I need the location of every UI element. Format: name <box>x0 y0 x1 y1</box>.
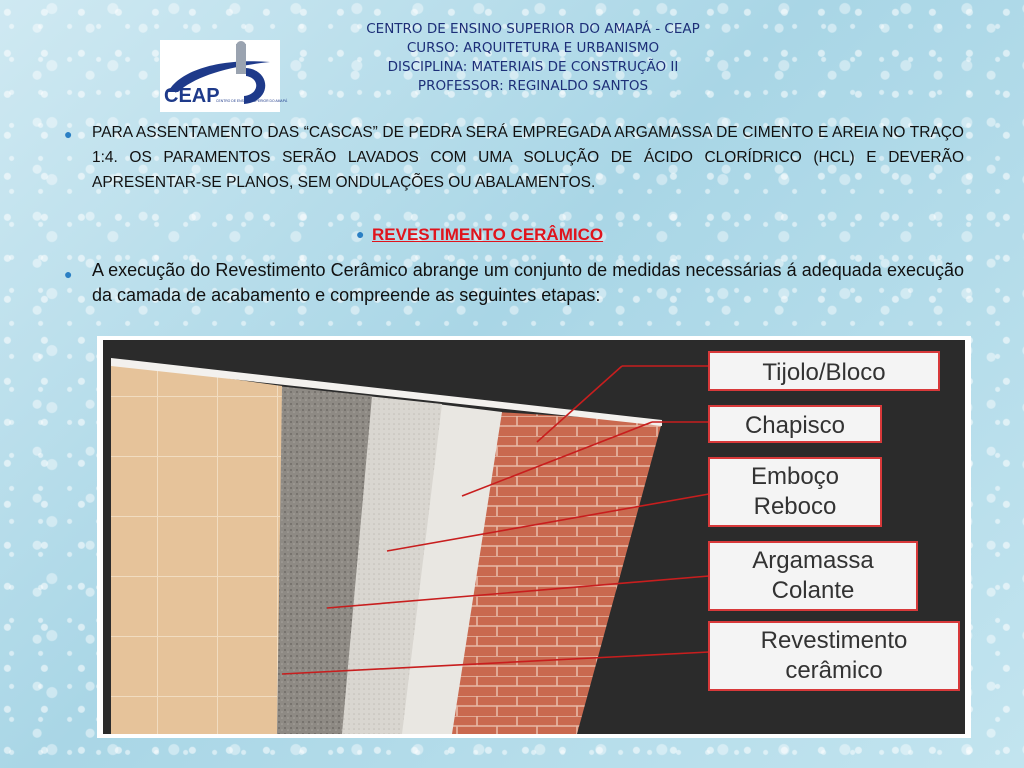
ceap-logo <box>160 40 288 112</box>
label-colante-text: Colante <box>771 577 855 604</box>
section-heading <box>356 225 604 245</box>
paragraph-execution-text: A execução do Revestimento Cerâmico abrange um conjunto de medidas necessárias á adequada execução da camada de acabamento e compreende as seguintes etapas: <box>92 260 964 305</box>
paragraph-execution <box>64 258 964 308</box>
logo-text: CEAP <box>164 85 220 107</box>
header-institution: CENTRO DE ENSINO SUPERIOR DO AMAPÁ - CEAP <box>366 21 700 37</box>
label-emboco-text: Emboço <box>750 463 840 490</box>
logo-subtext: CENTRO DE ENSINO SUPERIOR DO AMAPÁ <box>216 99 288 103</box>
label-revestimento-text: Revestimento <box>760 627 908 654</box>
label-brick-text: Tijolo/Bloco <box>762 359 886 386</box>
label-argamassa-text: Argamassa <box>752 547 874 574</box>
bullet-icon: ● <box>64 126 73 142</box>
tile-layer <box>111 362 282 734</box>
header-discipline: DISCIPLINA: MATERIAIS DE CONSTRUÇÃO II <box>387 59 679 75</box>
label-chapisco-text: Chapisco <box>744 412 846 439</box>
label-brick <box>709 352 939 390</box>
label-argamassa-colante <box>709 542 917 610</box>
section-heading-text: REVESTIMENTO CERÂMICO <box>372 225 604 244</box>
label-reboco-text: Reboco <box>753 493 837 520</box>
bullet-icon: ● <box>356 226 365 242</box>
label-revestimento-ceramico <box>709 622 959 690</box>
label-chapisco <box>709 406 881 442</box>
paragraph-mortar-text: PARA ASSENTAMENTO DAS “CASCAS” DE PEDRA SERÁ EMPREGADA ARGAMASSA DE CIMENTO E AREIA NO TRAÇO 1:4. OS PARAMENTOS SERÃO LAVADOS COM UMA SOLUÇÃO DE ÁCIDO CLORÍDRICO (HCL) E DEVERÃO APRESENTAR-SE PLANOS, SEM ONDULAÇÕES OU ABALAMENTOS. <box>92 124 964 191</box>
header-course: CURSO: ARQUITETURA E URBANISMO <box>406 40 660 56</box>
label-emboco-reboco <box>709 458 881 526</box>
header-professor: PROFESSOR: REGINALDO SANTOS <box>417 78 649 94</box>
slide-header <box>300 20 766 96</box>
paragraph-mortar <box>64 120 964 195</box>
wall-layers-diagram <box>97 336 971 738</box>
label-ceramico-text: cerâmico <box>785 657 883 684</box>
bullet-icon: ● <box>64 266 73 282</box>
